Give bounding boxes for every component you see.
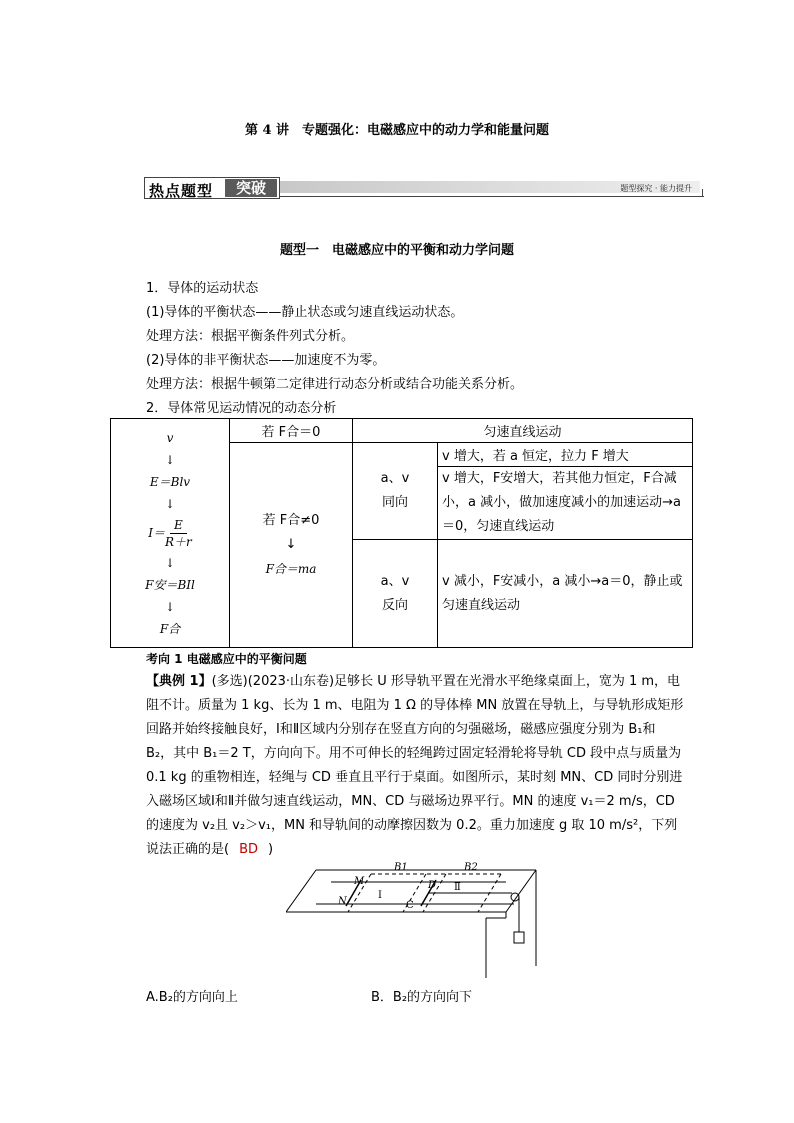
cell-same-direction: a、v 同向 <box>353 443 438 540</box>
banner-tick <box>702 189 703 197</box>
label-c: C <box>406 900 414 911</box>
arrow-icon: ↓ <box>164 555 176 570</box>
label-d: D <box>428 880 437 891</box>
analysis-table <box>110 418 693 648</box>
text-line: 1．导体的运动状态 <box>146 281 259 296</box>
label-n: N <box>338 896 347 907</box>
label-b2: B2 <box>464 862 478 873</box>
example-label: 【典例 1】 <box>146 674 212 689</box>
cell-uniform: 匀速直线运动 <box>353 419 693 443</box>
example-close: ) <box>268 842 274 857</box>
banner-hot-label: 热点题型 <box>149 182 214 200</box>
chain-net-force: F合 <box>159 621 181 636</box>
chain-v: v <box>166 430 174 445</box>
example-text: (多选)(2023·山东卷)足够长 U 形导轨平置在光滑水平绝缘桌面上，宽为 1 m，电阻不计。质量为 1 kg、长为 1 m、电阻为 1 Ω 的导体棒 MN 放置在导轨上，与导轨形成矩形回路并始终接触良好，Ⅰ和Ⅱ区域内分别存在竖直方向的匀强磁场，磁感应强度分别为 B₁和 B₂，其中 B₁＝2 T，方向向下。用不可伸长的轻绳跨过固定轻滑轮将导轨 CD 段中点与质量为 0.1 kg 的重物相连，轻绳与 CD 垂直且平行于桌面。如图所示，某时刻 MN、CD 同时分别进入磁场区域Ⅰ和Ⅱ并做匀速直线运动，MN、CD 与磁场边界平行。MN 的速度 v₁＝2 m/s，CD 的速度为 v₂且 v₂＞v₁，MN 和导轨间的动摩擦因数为 0.2。重力加速度 g 取 10 m/s²，下列说法正确的是( <box>146 674 684 857</box>
arrow-icon: ↓ <box>164 496 176 511</box>
fraction <box>165 517 192 550</box>
option-a: A.B₂的方向向上 <box>146 990 238 1005</box>
causal-chain <box>111 427 229 640</box>
banner-break-label: 突破 <box>225 179 277 197</box>
banner-line <box>280 196 704 197</box>
cell-row3: v 减小，F安减小，a 减小→a＝0，静止或匀速直线运动 <box>438 540 693 648</box>
label-m: M <box>354 876 365 887</box>
cell-row1: v 增大，若 a 恒定，拉力 F 增大 <box>438 443 693 467</box>
chain-force: F安＝BIl <box>145 577 195 592</box>
cell-opposite-direction: a、v 反向 <box>353 540 438 648</box>
causal-chain-cell <box>111 419 230 648</box>
apparatus-figure <box>286 860 546 982</box>
table-right-edge <box>506 870 536 912</box>
text-line: 处理方法：根据平衡条件列式分析。 <box>146 329 355 344</box>
section-title: 题型一 电磁感应中的平衡和动力学问题 <box>279 243 514 258</box>
text-line: (2)导体的非平衡状态——加速度不为零。 <box>146 353 386 368</box>
cell-if-nonzero <box>230 443 353 648</box>
label-b1: B1 <box>394 862 408 873</box>
banner-box <box>144 177 280 199</box>
if-nonzero-label: 若 F合≠0 <box>262 513 320 528</box>
label-region-2: Ⅱ <box>454 882 461 893</box>
newton-law: F合＝ma <box>265 562 317 576</box>
section-banner <box>144 177 704 199</box>
example-answer: BD <box>239 842 259 857</box>
fraction-numerator: E <box>170 517 187 534</box>
arrow-icon: ↓ <box>285 537 297 552</box>
arrow-icon: ↓ <box>164 452 176 467</box>
table-left-edge <box>286 870 316 912</box>
weight-block <box>514 932 524 943</box>
text-line: 2．导体常见运动情况的动态分析 <box>146 401 337 416</box>
subheading: 考向 1 电磁感应中的平衡问题 <box>146 652 307 666</box>
banner-right-label: 题型探究 · 能力提升 <box>620 184 692 193</box>
chain-current-lhs: I＝ <box>148 526 165 540</box>
arrow-icon: ↓ <box>164 599 176 614</box>
cell-if-zero: 若 F合＝0 <box>230 419 353 443</box>
option-b: B．B₂的方向向下 <box>371 990 473 1005</box>
page-title: 第 4 讲 专题强化：电磁感应中的动力学和能量问题 <box>244 123 550 138</box>
text-line: 处理方法：根据牛顿第二定律进行动态分析或结合功能关系分析。 <box>146 377 524 392</box>
chain-emf: E＝Blv <box>149 474 191 489</box>
label-region-1: Ⅰ <box>378 890 382 901</box>
example-paragraph <box>146 670 686 862</box>
fraction-denominator: R＋r <box>164 534 192 549</box>
cell-row2: v 增大，F安增大，若其他力恒定，F合减小，a 减小，做加速度减小的加速运动→a＝0，匀速直线运动 <box>438 467 693 540</box>
text-line: (1)导体的平衡状态——静止状态或匀速直线运动状态。 <box>146 305 464 320</box>
chain-current <box>111 517 229 550</box>
